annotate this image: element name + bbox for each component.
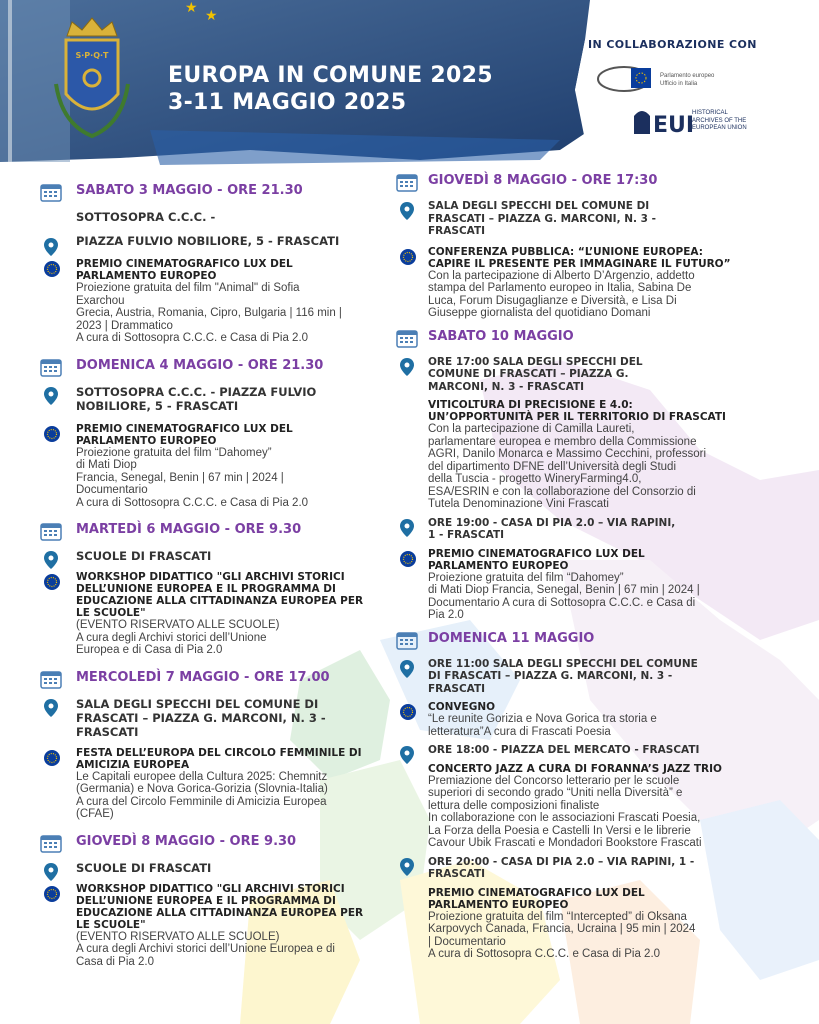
- location-block: [396, 658, 756, 696]
- eu-flag-icon: [400, 551, 416, 567]
- event-date: GIOVEDÌ 8 MAGGIO - ORE 17:30: [428, 173, 658, 188]
- eu-flag-icon: [44, 261, 60, 277]
- eu-flag-icon: [44, 750, 60, 766]
- event-desc: A cura di Sottosopra C.C.C. e Casa di Pia 2.0: [428, 948, 661, 960]
- event-title: WORKSHOP DIDATTICO "GLI ARCHIVI STORICI: [76, 571, 345, 583]
- right-column: [396, 172, 756, 967]
- event-block: [396, 887, 756, 961]
- event-block: [40, 258, 385, 345]
- event-date: SABATO 3 MAGGIO - ORE 21.30: [76, 183, 303, 198]
- event-block: [40, 423, 385, 510]
- event-desc: Tutela Denominazione Vini Frascati: [428, 498, 609, 510]
- frascati-crest-icon: [52, 14, 132, 144]
- title-line-1: EUROPA IN COMUNE 2025: [168, 63, 493, 88]
- location-line: SCUOLE DI FRASCATI: [76, 549, 212, 563]
- calendar-icon: [396, 630, 418, 650]
- location-block: [40, 549, 385, 563]
- event-desc: di Mati Diop: [76, 459, 137, 471]
- event-title: EDUCAZIONE ALLA CITTADINANZA EUROPEA PER: [76, 595, 364, 607]
- event-desc: ESA/ESRIN e con la collaborazione del Consorzio di: [428, 485, 696, 498]
- event-desc: (Germania) e Nova Gorica-Gorizia (Slovnia-Italia): [76, 783, 328, 795]
- event-desc: parlamentare europea e membro della Commissione: [428, 435, 697, 448]
- eui-logo-mark: EUI: [653, 113, 695, 138]
- left-column: [40, 182, 385, 974]
- eu-flag-icon: [400, 704, 416, 720]
- location-block: [40, 385, 385, 413]
- event-desc: La Forza della Poesia e Castelli In Versi e le librerie: [428, 824, 691, 837]
- event-desc: A cura di Sottosopra C.C.C. e Casa di Pia 2.0: [76, 332, 309, 344]
- location-line: ORE 11:00 SALA DEGLI SPECCHI DEL COMUNE: [428, 657, 698, 670]
- date-row: [396, 172, 756, 194]
- event-desc: Proiezione gratuita del film “Intercepted” di Oksana: [428, 910, 687, 923]
- location-pin-icon: [400, 660, 414, 678]
- event-desc: Documentario: [76, 484, 148, 496]
- event-desc: Casa di Pia 2.0: [76, 955, 154, 968]
- event-block: [40, 883, 385, 969]
- date-row: [40, 357, 385, 379]
- event-title: PARLAMENTO EUROPEO: [76, 270, 217, 282]
- event-desc: In collaborazione con le associazioni Frascati Poesia,: [428, 812, 701, 824]
- event-desc: A cura del Circolo Femminile di Amicizia Europea: [76, 795, 327, 808]
- page-title: [168, 62, 493, 116]
- event-desc: Proiezione gratuita del film “Dahomey”: [428, 571, 624, 584]
- location-line: FRASCATI – PIAZZA G. MARCONI, N. 3 -: [76, 710, 326, 725]
- event-desc: Exarchou: [76, 294, 125, 307]
- eu-flag-icon: [44, 426, 60, 442]
- collab-label: IN COLLABORAZIONE CON: [588, 38, 757, 51]
- event-title: WORKSHOP DIDATTICO "GLI ARCHIVI STORICI: [76, 882, 345, 895]
- event-desc: A cura degli Archivi storici dell’Unione: [76, 631, 267, 644]
- location-pin-icon: [44, 387, 58, 405]
- event-block: [396, 701, 756, 738]
- location-line: SALA DEGLI SPECCHI DEL COMUNE DI: [428, 200, 650, 212]
- event-title: DELL’UNIONE EUROPEA E IL PROGRAMMA DI: [76, 583, 336, 595]
- event-title: CONVEGNO: [428, 701, 496, 713]
- event-desc: Europea e di Casa di Pia 2.0: [76, 644, 223, 656]
- event-desc: Cavour Ubik Frascati e Mondadori Bookstore Frascati: [428, 837, 702, 849]
- calendar-icon: [40, 669, 62, 689]
- location-line: FRASCATI: [428, 868, 486, 880]
- location-pin-icon: [44, 699, 58, 717]
- date-row: [40, 521, 385, 543]
- event-title: PREMIO CINEMATOGRAFICO LUX DEL: [428, 886, 645, 899]
- event-title: VITICOLTURA DI PRECISIONE E 4.0:: [428, 399, 633, 411]
- location-pin-icon: [44, 863, 58, 881]
- event-title: CONCERTO JAZZ A CURA DI FORANNA’S JAZZ TRIO: [428, 762, 722, 775]
- event-desc: stampa del Parlamento europeo in Italia, Sabina De: [428, 282, 692, 294]
- eu-flag-icon: [44, 886, 60, 902]
- date-row: [396, 328, 756, 350]
- title-line-2: 3-11 MAGGIO 2025: [168, 90, 407, 115]
- location-line: SOTTOSOPRA C.C.C. - PIAZZA FULVIO: [76, 384, 317, 399]
- event-desc: Karpovych Canada, Francia, Ucraina | 95 min | 2024: [428, 923, 696, 935]
- event-desc: Grecia, Austria, Romania, Cipro, Bulgaria | 116 min |: [76, 307, 342, 319]
- event-desc: (CFAE): [76, 808, 114, 820]
- eu-flag-icon: [44, 574, 60, 590]
- location-pin-icon: [400, 358, 414, 376]
- date-row: [40, 182, 385, 204]
- location-pin-icon: [400, 746, 414, 764]
- location-pin-icon: [400, 519, 414, 537]
- event-title: PARLAMENTO EUROPEO: [76, 434, 217, 447]
- location-line: FRASCATI – PIAZZA G. MARCONI, N. 3 -: [428, 212, 656, 225]
- event-date: GIOVEDÌ 8 MAGGIO - ORE 9.30: [76, 833, 297, 849]
- calendar-icon: [40, 357, 62, 377]
- event-block: [40, 571, 385, 657]
- location-line: NOBILIORE, 5 - FRASCATI: [76, 398, 239, 413]
- location-block: [40, 697, 385, 739]
- event-desc: Documentario A cura di Sottosopra C.C.C. e Casa di: [428, 596, 696, 609]
- event-title: LE SCUOLE": [76, 607, 146, 619]
- location-pin-icon: [44, 551, 58, 569]
- event-date: DOMENICA 4 MAGGIO - ORE 21.30: [76, 357, 324, 373]
- header-banner: [0, 0, 819, 170]
- svg-text:★: ★: [185, 0, 198, 16]
- event-desc: superiori di secondo grado “Uniti nella Diversità” e: [428, 787, 683, 799]
- location-line: ORE 17:00 SALA DEGLI SPECCHI DEL: [428, 355, 643, 368]
- event-desc: A cura di Sottosopra C.C.C. e Casa di Pia 2.0: [76, 496, 309, 509]
- event-desc: Proiezione gratuita del film "Animal" di Sofia: [76, 282, 300, 294]
- event-title: CONFERENZA PUBBLICA: “L’UNIONE EUROPEA:: [428, 245, 703, 258]
- location-block: [40, 210, 385, 248]
- crest-motto: S·P·Q·T: [75, 51, 109, 60]
- location-pin-icon: [400, 858, 414, 876]
- location-line: SOTTOSOPRA C.C.C. -: [76, 210, 216, 224]
- location-line: FRASCATI: [428, 225, 486, 237]
- event-title: DELL’UNIONE EUROPEA E IL PROGRAMMA DI: [76, 894, 336, 907]
- event-block: [396, 763, 756, 850]
- event-desc: del dipartimento DFNE dell’Università degli Studi: [428, 460, 677, 473]
- event-desc: (EVENTO RISERVATO ALLE SCUOLE): [76, 619, 280, 631]
- location-line: ORE 20:00 - CASA DI PIA 2.0 – VIA RAPINI, 1 -: [428, 855, 695, 868]
- eui-logo-text: HISTORICAL ARCHIVES OF THE EUROPEAN UNION: [692, 110, 747, 131]
- date-row: [40, 833, 385, 855]
- location-line: COMUNE DI FRASCATI – PIAZZA G.: [428, 368, 629, 380]
- event-title: PREMIO CINEMATOGRAFICO LUX DEL: [76, 258, 293, 270]
- event-title: CAPIRE IL PRESENTE PER IMMAGINARE IL FUTURO”: [428, 257, 731, 270]
- location-line: PIAZZA FULVIO NOBILIORE, 5 - FRASCATI: [76, 234, 340, 248]
- event-desc: AGRI, Danilo Monarca e Massimo Cecchini, professori: [428, 448, 707, 460]
- event-title: PARLAMENTO EUROPEO: [428, 559, 569, 572]
- event-block: [396, 548, 756, 622]
- event-desc: letteratura”A cura di Frascati Poesia: [428, 725, 611, 738]
- calendar-icon: [40, 182, 62, 202]
- event-title: EDUCAZIONE ALLA CITTADINANZA EUROPEA PER: [76, 906, 364, 919]
- event-desc: A cura degli Archivi storici dell’Unione Europea e di: [76, 943, 335, 955]
- location-block: [396, 356, 756, 394]
- event-title: PREMIO CINEMATOGRAFICO LUX DEL: [428, 547, 645, 560]
- event-date: MERCOLEDÌ 7 MAGGIO - ORE 17.00: [76, 669, 330, 685]
- location-line: 1 - FRASCATI: [428, 529, 505, 541]
- event-desc: 2023 | Drammatico: [76, 319, 173, 332]
- event-desc: | Documentario: [428, 935, 506, 948]
- location-line: SALA DEGLI SPECCHI DEL COMUNE DI: [76, 696, 319, 711]
- location-block: [396, 856, 756, 881]
- location-pin-icon: [44, 238, 58, 256]
- event-date: DOMENICA 11 MAGGIO: [428, 630, 595, 646]
- event-desc: Con la partecipazione di Camilla Laureti,: [428, 423, 635, 435]
- event-desc: (EVENTO RISERVATO ALLE SCUOLE): [76, 930, 280, 943]
- event-block: [40, 747, 385, 821]
- event-desc: Premiazione del Concorso letterario per le scuole: [428, 774, 680, 787]
- event-desc: della Tuscia - progetto WineryFarming4.0,: [428, 473, 642, 485]
- calendar-icon: [40, 833, 62, 853]
- svg-text:★: ★: [205, 8, 218, 24]
- location-line: DI FRASCATI – PIAZZA G. MARCONI, N. 3 -: [428, 670, 673, 682]
- event-desc: Luca, Forum Disugaglianze e Diversità, e Lisa Di: [428, 294, 677, 307]
- location-block: [40, 861, 385, 875]
- event-desc: Proiezione gratuita del film “Dahomey”: [76, 446, 272, 459]
- location-line: ORE 18:00 - PIAZZA DEL MERCATO - FRASCATI: [428, 744, 700, 756]
- calendar-icon: [396, 172, 418, 192]
- location-block: [396, 517, 756, 542]
- eu-flag-icon: [400, 249, 416, 265]
- event-date: SABATO 10 MAGGIO: [428, 328, 574, 344]
- event-desc: “Le reunite Gorizia e Nova Gorica tra storia e: [428, 713, 657, 725]
- location-line: ORE 19:00 - CASA DI PIA 2.0 – VIA RAPINI,: [428, 516, 676, 529]
- event-desc: Giuseppe giornalista del quotidiano Domani: [428, 307, 651, 319]
- location-line: FRASCATI: [76, 724, 139, 739]
- location-block: [396, 744, 756, 757]
- event-title: AMICIZIA EUROPEA: [76, 758, 190, 771]
- location-block: [396, 200, 756, 238]
- event-title: LE SCUOLE": [76, 918, 146, 931]
- date-row: [40, 669, 385, 691]
- event-title: FESTA DELL’EUROPA DEL CIRCOLO FEMMINILE DI: [76, 746, 362, 759]
- event-title: UN’OPPORTUNITÀ PER IL TERRITORIO DI FRASCATI: [428, 411, 726, 423]
- location-line: FRASCATI: [428, 682, 486, 695]
- event-desc: Pia 2.0: [428, 609, 464, 621]
- event-desc: lettura delle composizioni finaliste: [428, 799, 600, 812]
- event-title: PARLAMENTO EUROPEO: [428, 898, 569, 911]
- event-desc: Francia, Senegal, Benin | 67 min | 2024 |: [76, 471, 284, 484]
- event-date: MARTEDÌ 6 MAGGIO - ORE 9.30: [76, 522, 302, 537]
- calendar-icon: [396, 328, 418, 348]
- date-row: [396, 630, 756, 652]
- event-desc: di Mati Diop Francia, Senegal, Benin | 67 min | 2024 |: [428, 584, 700, 596]
- event-block: [396, 399, 756, 511]
- event-block: [396, 246, 756, 320]
- location-line: MARCONI, N. 3 - FRASCATI: [428, 380, 585, 393]
- location-line: SCUOLE DI FRASCATI: [76, 860, 212, 875]
- event-desc: Con la partecipazione di Alberto D’Argenzio, addetto: [428, 269, 695, 282]
- location-pin-icon: [400, 202, 414, 220]
- event-desc: Le Capitali europee della Cultura 2025: Chemnitz: [76, 770, 328, 783]
- event-title: PREMIO CINEMATOGRAFICO LUX DEL: [76, 422, 293, 435]
- calendar-icon: [40, 521, 62, 541]
- ep-logo-text: Parlamento europeo Ufficio in Italia: [660, 73, 715, 87]
